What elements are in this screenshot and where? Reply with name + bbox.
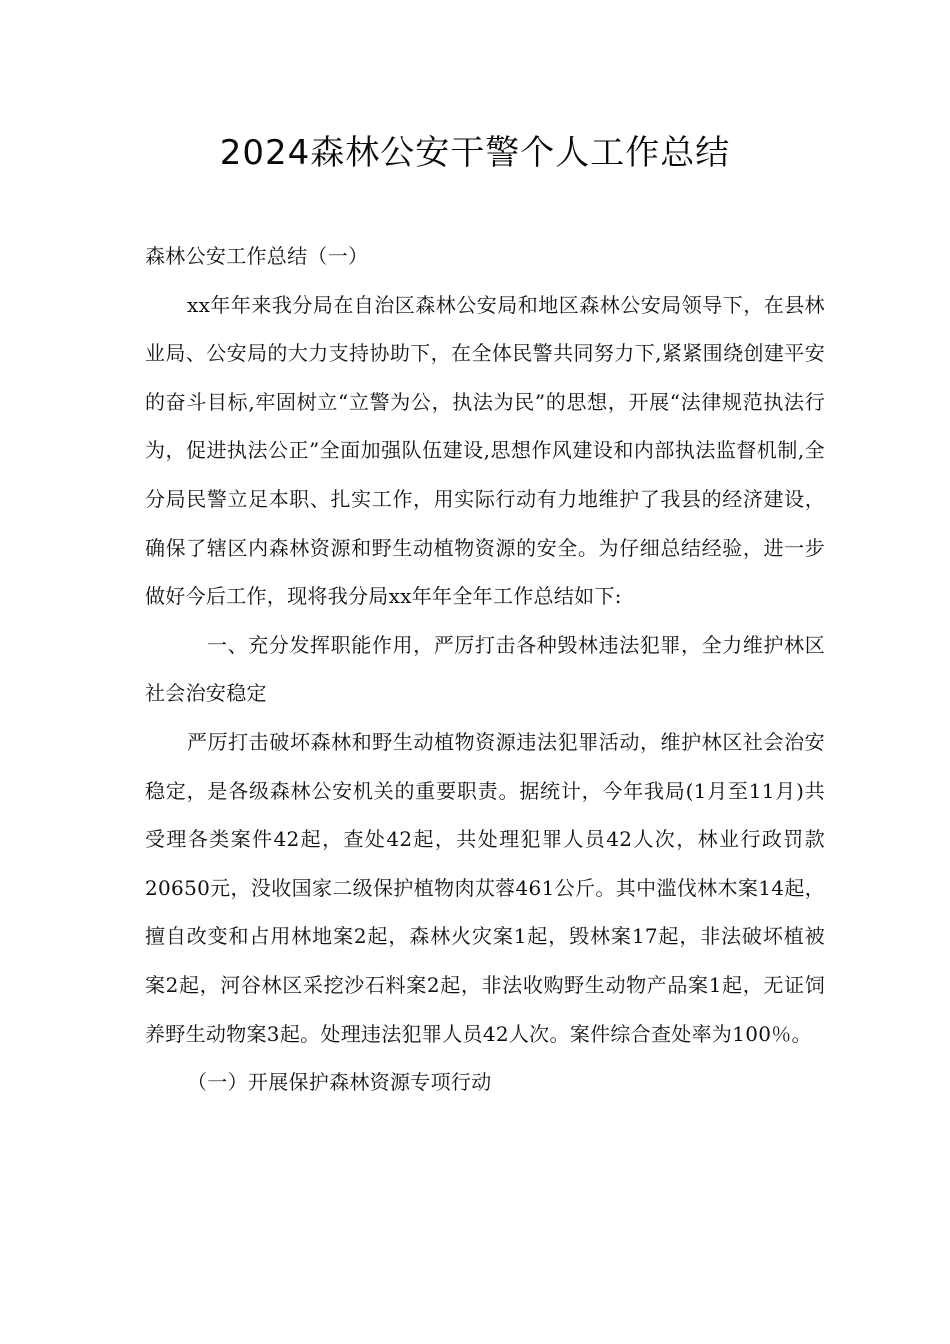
intro-paragraph: xx年年来我分局在自治区森林公安局和地区森林公安局领导下，在县林业局、公安局的大力支持协助下，在全体民警共同努力下,紧紧围绕创建平安的奋斗目标,牢固树立“立警为公，执法为民”的思想，开展“法律规范执法行为，促进执法公正”全面加强队伍建设,思想作风建设和内部执法监督机制,全分局民警立足本职、扎实工作，用实际行动有力地维护了我县的经济建设，确保了辖区内森林资源和野生动植物资源的安全。为仔细总结经验，进一步做好今后工作，现将我分局xx年年全年工作总结如下: (145, 292, 825, 609)
section-label: 森林公安工作总结（一） (145, 244, 369, 268)
document-body (145, 232, 825, 1107)
subheading-one: （一）开展保护森林资源专项行动 (187, 1070, 492, 1095)
heading-one: 一、充分发挥职能作用，严厉打击各种毁林违法犯罪，全力维护林区社会治安稳定 (145, 632, 825, 706)
stats-paragraph: 严厉打击破坏森林和野生动植物资源违法犯罪活动，维护林区社会治安稳定，是各级森林公安机关的重要职责。据统计，今年我局(1月至11月)共受理各类案件42起，查处42起，共处理犯罪人员42人次，林业行政罚款20650元，没收国家二级保护植物肉苁蓉461公斤。其中滥伐林木案14起，擅自改变和占用林地案2起，森林火灾案1起，毁林案17起，非法破坏植被案2起，河谷林区采挖沙石料案2起，非法收购野生动物产品案1起，无证饲养野生动物案3起。处理违法犯罪人员42人次。案件综合查处率为100％。 (145, 729, 825, 1046)
document-title: 2024森林公安干警个人工作总结 (219, 133, 731, 173)
